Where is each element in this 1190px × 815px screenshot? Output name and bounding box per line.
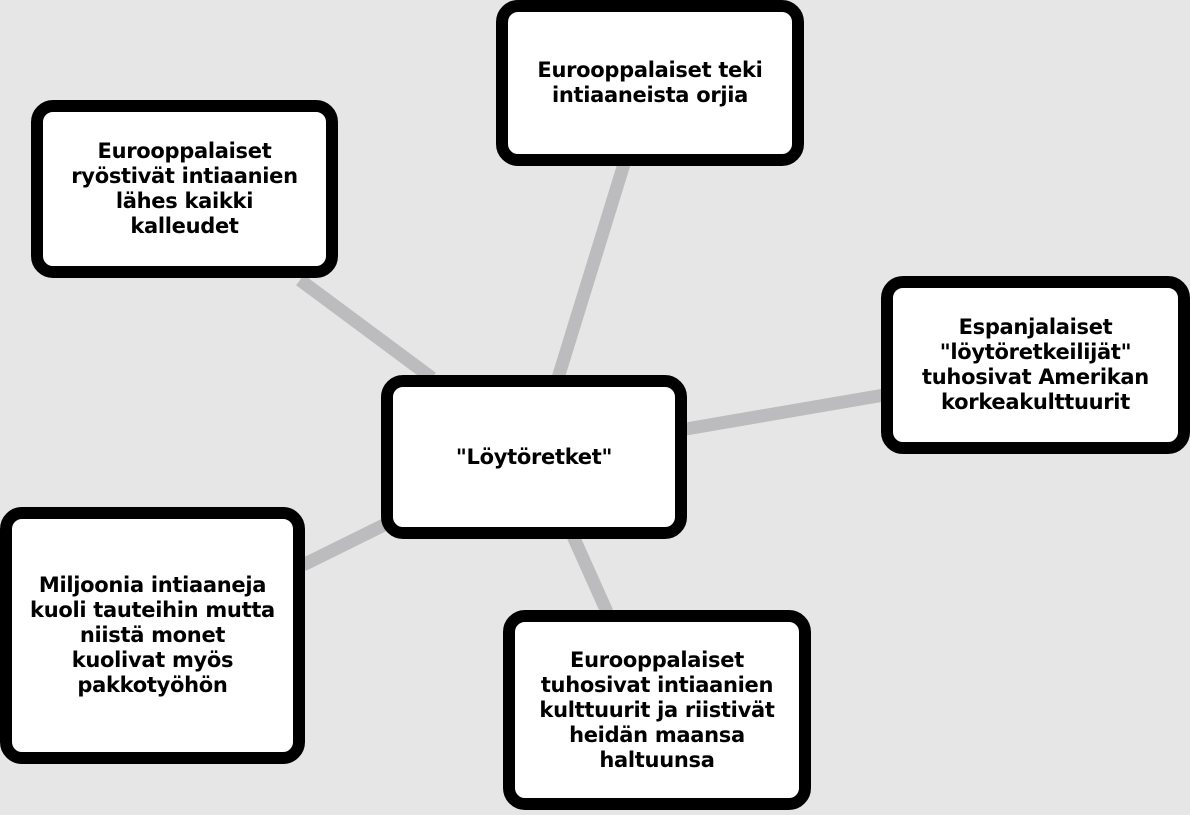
node-top-left-text	[71, 139, 298, 239]
node-top-left-line: lähes kaikki	[115, 189, 254, 213]
node-top-left-line: ryöstivät intiaanien	[71, 164, 298, 188]
connector-center-bottom-left	[303, 525, 384, 565]
connector-center-bottom	[573, 536, 607, 612]
node-bottom-left-line: kuoli tauteihin mutta	[30, 598, 275, 622]
node-bottom-line: Eurooppalaiset	[570, 647, 744, 672]
node-right-line: Espanjalaiset	[958, 315, 1113, 339]
node-bottom[interactable]	[503, 610, 811, 810]
connector-center-top-left	[300, 280, 432, 378]
node-right-text	[922, 315, 1149, 415]
node-bottom-left-line: kuolivat myös	[71, 648, 234, 672]
node-right-line: "löytöretkeilijät"	[939, 340, 1132, 364]
node-bottom-left-line: pakkotyöhön	[77, 673, 228, 697]
node-top-left-line: Eurooppalaiset	[97, 139, 272, 163]
node-bottom-left-line: niistä monet	[79, 623, 226, 647]
node-right[interactable]	[881, 276, 1190, 454]
node-bottom-left-text	[30, 573, 275, 698]
node-top[interactable]	[496, 0, 804, 166]
node-bottom-line: haltuunsa	[599, 747, 715, 772]
node-top-text	[537, 58, 762, 108]
node-right-line: tuhosivat Amerikan	[922, 365, 1149, 389]
connector-center-top	[558, 164, 624, 378]
connector-center-right	[686, 395, 884, 429]
node-bottom-line: kulttuurit ja riistivät	[539, 697, 775, 722]
node-right-line: korkeakulttuurit	[941, 390, 1130, 414]
node-top-left-line: kalleudet	[130, 214, 239, 238]
node-bottom-left-line: Miljoonia intiaaneja	[38, 573, 267, 597]
node-bottom-left[interactable]	[0, 507, 305, 764]
node-bottom-text	[539, 648, 774, 773]
node-top-line: intiaaneista orjia	[551, 83, 749, 107]
node-top-left[interactable]	[31, 100, 338, 278]
node-center[interactable]	[381, 375, 687, 539]
node-center-label: "Löytöretket"	[455, 444, 613, 469]
node-bottom-line: heidän maansa	[569, 722, 745, 747]
node-top-line: Eurooppalaiset teki	[537, 58, 763, 82]
node-bottom-line: tuhosivat intiaanien	[540, 672, 774, 697]
